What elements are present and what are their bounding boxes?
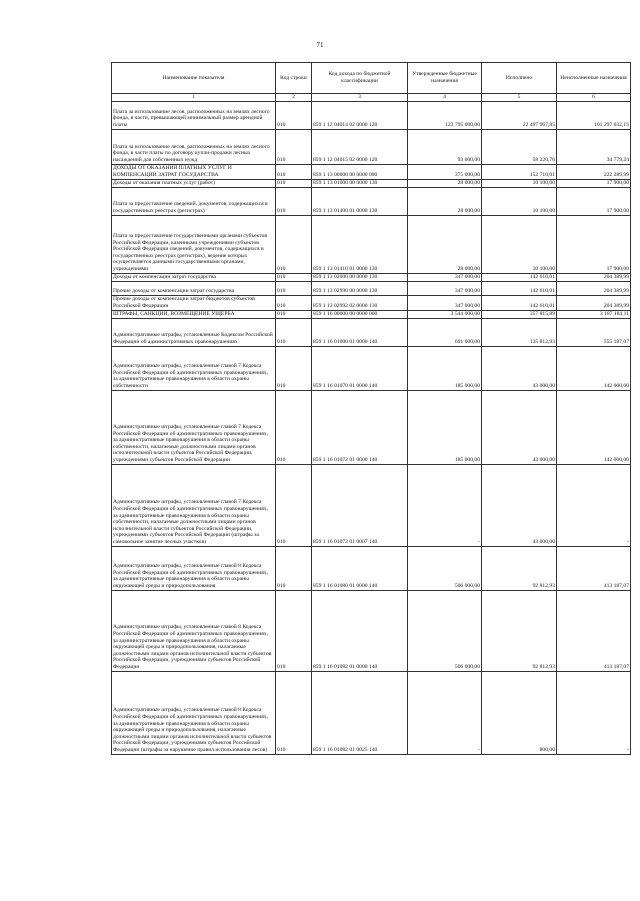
header-budget-code: Код дохода по бюджетной классификации <box>312 63 408 94</box>
row-unexecuted-amount: 413 187,07 <box>557 546 631 590</box>
row-budget-code: 859 1 16 01080 01 0000 140 <box>312 546 408 590</box>
row-budget-code: 859 1 13 01410 01 0000 130 <box>312 215 408 273</box>
row-approved-amount: 506 000,00 <box>408 546 482 590</box>
header-line-code: Код строки <box>276 63 312 94</box>
row-executed-amount: 800,00 <box>482 671 557 754</box>
row-line-code: 010 <box>276 590 312 671</box>
row-line-code: 010 <box>276 179 312 187</box>
row-line-code: 010 <box>276 215 312 273</box>
row-executed-amount: 10 100,00 <box>482 215 557 273</box>
table-row <box>112 390 631 464</box>
row-budget-code: 859 1 13 01000 00 0000 130 <box>312 179 408 187</box>
row-unexecuted-amount: 204 389,99 <box>557 295 631 310</box>
row-executed-amount: 142 610,01 <box>482 281 557 295</box>
row-executed-amount: 58 220,76 <box>482 129 557 164</box>
table-row <box>112 295 631 310</box>
column-number: 4 <box>408 94 482 102</box>
row-approved-amount: 28 000,00 <box>408 179 482 187</box>
row-indicator-name: Плата за использование лесов, расположенных на землях лесного фонда, в части платы по договору купли-продажи лесных насаждений для собственных нужд <box>112 129 276 164</box>
row-line-code: 010 <box>276 318 312 346</box>
row-unexecuted-amount: 3 187 184,11 <box>557 310 631 318</box>
row-unexecuted-amount: - <box>557 671 631 754</box>
table-row <box>112 346 631 390</box>
row-budget-code: 859 1 16 01000 01 0000 140 <box>312 318 408 346</box>
row-approved-amount: 185 000,00 <box>408 346 482 390</box>
header-unexecuted: Неисполненные назначения <box>557 63 631 94</box>
row-indicator-name: Административные штрафы, установленные главой 7 Кодекса Российской Федерации об административных правонарушениях, за административные правонарушения в области охраны собственности, налагаемые должностными лицами органов исполнительной власти субъектов Российской Федерации, учреждениями субъектов Российской Федерации <box>112 390 276 464</box>
row-indicator-name: Административные штрафы, установленные главой 8 Кодекса Российской Федерации об административных правонарушениях, за административные правонарушения в области охраны окружающей среды и природопользования, налагаемые должностными лицами органов исполнительной власти субъектов Российской Федерации, учреждениями субъектов Российской Федерации (штрафы за нарушение правил использования лесов) <box>112 671 276 754</box>
row-line-code: 010 <box>276 310 312 318</box>
row-executed-amount: 142 610,01 <box>482 295 557 310</box>
row-line-code: 010 <box>276 187 312 215</box>
row-line-code: 010 <box>276 546 312 590</box>
row-unexecuted-amount: 17 900,00 <box>557 187 631 215</box>
table-body <box>112 101 631 754</box>
row-line-code: 010 <box>276 390 312 464</box>
row-indicator-name: Прочие доходы от компенсации затрат государства <box>112 281 276 295</box>
table-row <box>112 273 631 281</box>
header-executed: Исполнено <box>482 63 557 94</box>
row-approved-amount: 506 000,00 <box>408 590 482 671</box>
header-approved: Утвержденные бюджетные назначения <box>408 63 482 94</box>
row-executed-amount: 152 710,01 <box>482 164 557 179</box>
row-unexecuted-amount: 101 297 032,15 <box>557 101 631 129</box>
row-line-code: 010 <box>276 346 312 390</box>
row-line-code: 010 <box>276 101 312 129</box>
row-unexecuted-amount: 413 187,07 <box>557 590 631 671</box>
row-unexecuted-amount: 204 389,99 <box>557 281 631 295</box>
row-unexecuted-amount: 204 389,99 <box>557 273 631 281</box>
table-row <box>112 590 631 671</box>
row-budget-code: 859 1 13 00000 00 0000 000 <box>312 164 408 179</box>
row-approved-amount: 347 000,00 <box>408 281 482 295</box>
row-indicator-name: Административные штрафы, установленные главой 7 Кодекса Российской Федерации об административных правонарушениях, за административные правонарушения в области охраны собственности, налагаемые должностными лицами органов исполнительной власти субъектов Российской Федерации, учреждениями субъектов Российской Федерации (штрафы за самовольное занятие лесных участков) <box>112 464 276 546</box>
row-indicator-name: Административные штрафы, установленные Кодексом Российской Федерации об административных правонарушениях <box>112 318 276 346</box>
row-executed-amount: 10 100,00 <box>482 187 557 215</box>
row-executed-amount: 43 000,00 <box>482 346 557 390</box>
table-row <box>112 281 631 295</box>
column-number: 5 <box>482 94 557 102</box>
row-budget-code: 859 1 13 02000 00 0000 130 <box>312 273 408 281</box>
revenue-table <box>111 62 631 755</box>
row-indicator-name: Доходы от оказания платных услуг (работ) <box>112 179 276 187</box>
table-row <box>112 215 631 273</box>
table-row <box>112 318 631 346</box>
row-indicator-name: ШТРАФЫ, САНКЦИИ, ВОЗМЕЩЕНИЕ УЩЕРБА <box>112 310 276 318</box>
row-approved-amount: 28 000,00 <box>408 187 482 215</box>
row-indicator-name: Доходы от компенсации затрат государства <box>112 273 276 281</box>
row-indicator-name: Административные штрафы, установленные главой 8 Кодекса Российской Федерации об административных правонарушениях, за административные правонарушения в области охраны окружающей среды и природопользования <box>112 546 276 590</box>
row-line-code: 010 <box>276 464 312 546</box>
column-number: 1 <box>112 94 276 102</box>
row-approved-amount: 3 544 000,00 <box>408 310 482 318</box>
row-approved-amount: 185 000,00 <box>408 390 482 464</box>
row-unexecuted-amount: 34 779,24 <box>557 129 631 164</box>
column-number-row <box>112 94 631 102</box>
row-budget-code: 859 1 16 01072 01 0000 140 <box>312 390 408 464</box>
row-line-code: 010 <box>276 273 312 281</box>
column-number: 6 <box>557 94 631 102</box>
row-unexecuted-amount: 142 000,00 <box>557 390 631 464</box>
row-indicator-name: Административные штрафы, установленные главой 7 Кодекса Российской Федерации об административных правонарушениях, за административные правонарушения в области охраны собственности <box>112 346 276 390</box>
row-indicator-name: Административные штрафы, установленные главой 8 Кодекса Российской Федерации об административных правонарушениях, за административные правонарушения в области охраны окружающей среды и природопользования, налагаемые должностными лицами органов исполнительной власти субъектов Российской Федерации, учреждениями субъектов Российской Федерации <box>112 590 276 671</box>
row-budget-code: 859 1 12 04014 02 0000 120 <box>312 101 408 129</box>
row-line-code: 010 <box>276 164 312 179</box>
row-approved-amount: 347 000,00 <box>408 295 482 310</box>
row-executed-amount: 43 000,00 <box>482 390 557 464</box>
row-indicator-name: Плата за предоставление государственными органами субъектов Российской Федерации, казенными учреждениями субъектов Российской Федерации сведений, документов, содержащихся в государственных реестрах (регистрах), ведение которых осуществляется данными государственными органами, учреждениями <box>112 215 276 273</box>
row-unexecuted-amount: 17 900,00 <box>557 179 631 187</box>
row-approved-amount: 691 000,00 <box>408 318 482 346</box>
row-approved-amount: - <box>408 464 482 546</box>
row-line-code: 010 <box>276 281 312 295</box>
row-budget-code: 859 1 16 01082 01 0025 140 <box>312 671 408 754</box>
row-approved-amount: 375 000,00 <box>408 164 482 179</box>
row-budget-code: 859 1 13 02990 00 0000 130 <box>312 281 408 295</box>
row-approved-amount: 28 000,00 <box>408 215 482 273</box>
row-unexecuted-amount: 142 000,00 <box>557 346 631 390</box>
table-row <box>112 164 631 179</box>
table-row <box>112 101 631 129</box>
row-line-code: 010 <box>276 129 312 164</box>
row-approved-amount: 123 795 000,00 <box>408 101 482 129</box>
column-number: 2 <box>276 94 312 102</box>
table-row <box>112 179 631 187</box>
row-executed-amount: 357 815,89 <box>482 310 557 318</box>
table-row <box>112 464 631 546</box>
row-unexecuted-amount: 555 187,07 <box>557 318 631 346</box>
column-number: 3 <box>312 94 408 102</box>
row-budget-code: 859 1 13 02992 02 0000 130 <box>312 295 408 310</box>
page-number: 71 <box>316 41 324 49</box>
row-indicator-name: ДОХОДЫ ОТ ОКАЗАНИЯ ПЛАТНЫХ УСЛУГ И КОМПЕНСАЦИИ ЗАТРАТ ГОСУДАРСТВА <box>112 164 276 179</box>
row-budget-code: 859 1 16 01072 01 0007 140 <box>312 464 408 546</box>
row-budget-code: 859 1 13 01400 01 0000 130 <box>312 187 408 215</box>
row-line-code: 010 <box>276 295 312 310</box>
row-line-code: 010 <box>276 671 312 754</box>
row-executed-amount: 142 610,01 <box>482 273 557 281</box>
table-row <box>112 310 631 318</box>
row-executed-amount: 92 812,93 <box>482 546 557 590</box>
row-unexecuted-amount: 17 900,00 <box>557 215 631 273</box>
row-executed-amount: 43 000,00 <box>482 464 557 546</box>
row-indicator-name: Прочие доходы от компенсации затрат бюджетов субъектов Российской Федерации <box>112 295 276 310</box>
row-approved-amount: - <box>408 671 482 754</box>
table-row <box>112 129 631 164</box>
row-budget-code: 859 1 16 01070 01 0000 140 <box>312 346 408 390</box>
row-indicator-name: Плата за предоставление сведений, документов, содержащихся в государственных реестрах (регистрах) <box>112 187 276 215</box>
row-budget-code: 859 1 16 01082 01 0000 140 <box>312 590 408 671</box>
table-row <box>112 546 631 590</box>
row-approved-amount: 347 000,00 <box>408 273 482 281</box>
row-executed-amount: 10 100,00 <box>482 179 557 187</box>
row-executed-amount: 22 497 967,85 <box>482 101 557 129</box>
row-budget-code: 859 1 16 00000 00 0000 000 <box>312 310 408 318</box>
table-row <box>112 671 631 754</box>
row-executed-amount: 135 812,93 <box>482 318 557 346</box>
row-unexecuted-amount: 222 289,99 <box>557 164 631 179</box>
header-indicator-name: Наименование показателя <box>112 63 276 94</box>
row-unexecuted-amount: - <box>557 464 631 546</box>
row-executed-amount: 92 812,93 <box>482 590 557 671</box>
row-budget-code: 859 1 12 04015 02 0000 120 <box>312 129 408 164</box>
row-approved-amount: 93 000,00 <box>408 129 482 164</box>
table-header-row <box>112 63 631 94</box>
row-indicator-name: Плата за использование лесов, расположенных на землях лесного фонда, в части, превышающей минимальный размер арендной платы <box>112 101 276 129</box>
table-row <box>112 187 631 215</box>
